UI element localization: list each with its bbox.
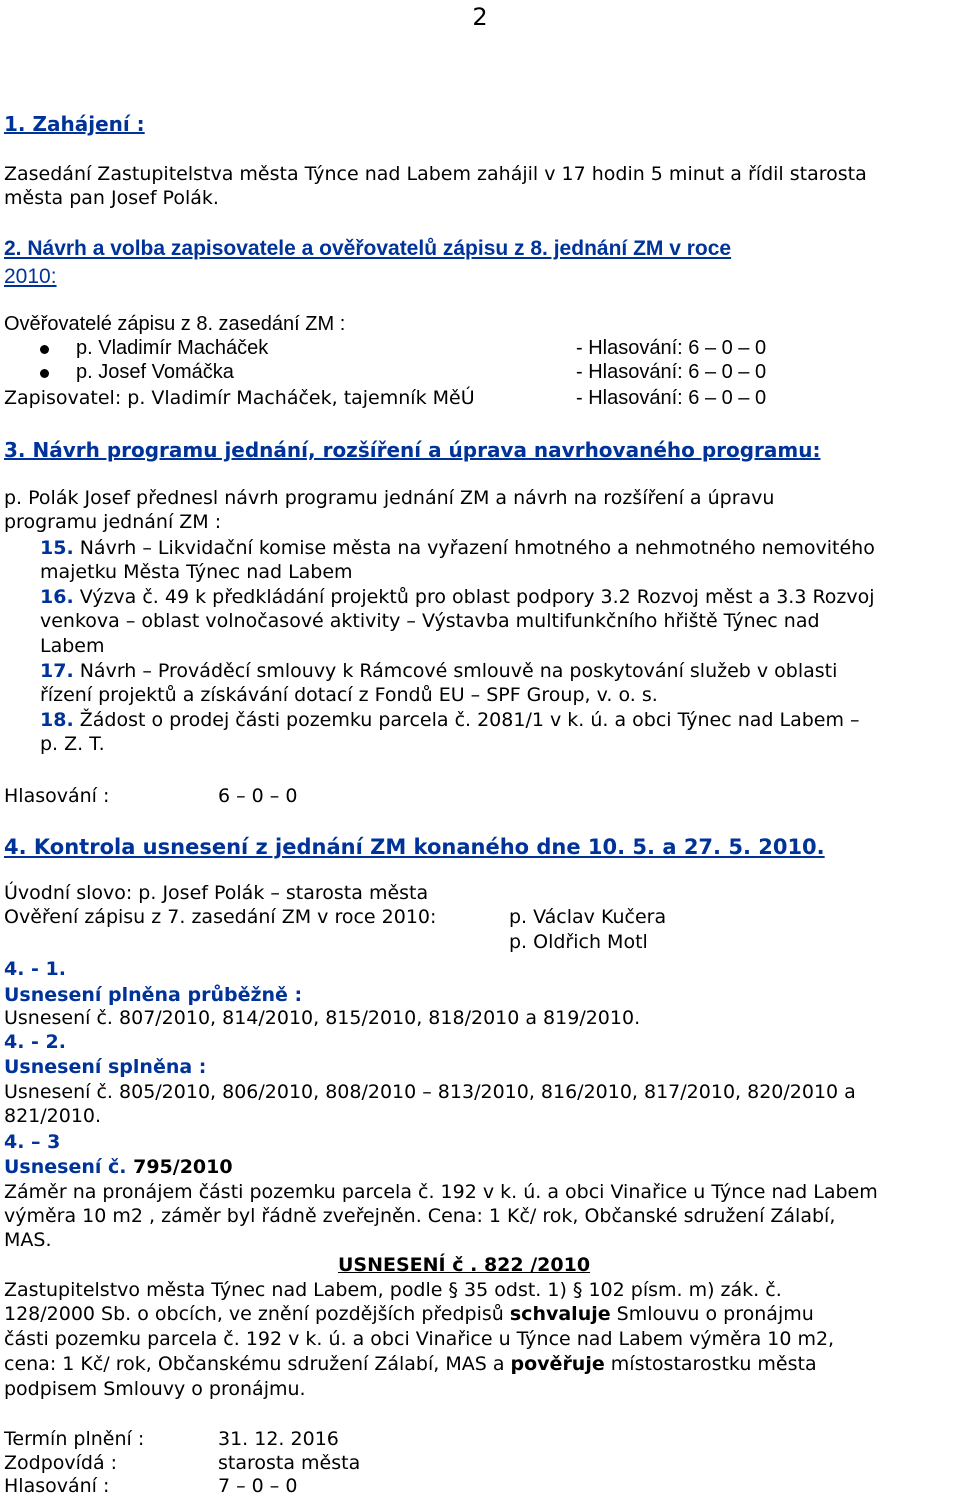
program-point-15-cont: majetku Města Týnec nad Labem: [40, 561, 353, 583]
section-2-year: 2010:: [4, 265, 57, 288]
point-text: Žádost o prodej části pozemku parcela č. 2081/1 v k. ú. a obci Týnec nad Labem –: [79, 709, 860, 731]
subsection-4-1-title: Usnesení plněna průběžně :: [4, 984, 303, 1006]
section-2-title: [4, 237, 731, 261]
resolution-label: Usnesení č.: [4, 1156, 127, 1178]
term-value: 31. 12. 2016: [218, 1428, 339, 1450]
verifier-vote-2: - Hlasování: 6 – 0 – 0: [576, 361, 767, 383]
recorder-vote: - Hlasování: 6 – 0 – 0: [576, 387, 767, 409]
point-number: 17.: [40, 660, 74, 682]
point-text: Návrh – Likvidační komise města na vyřazení hmotného a nehmotného nemovitého: [79, 537, 875, 559]
resolution-title: USNESENÍ č . 822 /2010: [338, 1254, 591, 1276]
resolution-line4: [4, 1352, 817, 1376]
section-4-intro: Úvodní slovo: p. Josef Polák – starosta města: [4, 882, 429, 904]
verifier-name-1: p. Vladimír Macháček: [76, 337, 269, 359]
section-4-verifier-2: p. Oldřich Motl: [509, 931, 648, 953]
program-vote-value: 6 – 0 – 0: [218, 785, 298, 807]
section-2-title-line1: 2. Návrh a volba zapisovatele a ověřovatelů zápisu z 8. jednání ZM v roce: [4, 237, 732, 260]
section-1-paragraph-line1: [4, 162, 956, 186]
section-3-paragraph-line1: p. Polák Josef přednesl návrh programu jednání ZM a návrh na rozšíření a úpravu: [4, 487, 775, 509]
subsection-4-2-text-line2: 821/2010.: [4, 1105, 102, 1127]
section-3-paragraph-line2: programu jednání ZM :: [4, 511, 222, 533]
responsible-value: starosta města: [218, 1452, 361, 1474]
point-number: 16.: [40, 586, 74, 608]
verifier-name-2: p. Josef Vomáčka: [76, 361, 234, 383]
section-1-paragraph-line2: města pan Josef Polák.: [4, 187, 219, 209]
subsection-4-2-number: 4. - 2.: [4, 1031, 66, 1053]
text: Zasedání Zastupitelstva města Týnce nad Labem zahájil v 17 hodin 5 minut a řídil starosta: [4, 163, 867, 185]
program-point-16: [40, 585, 875, 609]
program-point-16-cont1: venkova – oblast volnočasové aktivity – Výstavba multifunkčního hřiště Týnec nad: [40, 610, 820, 632]
page-number: 2: [472, 3, 488, 31]
program-point-17-cont: řízení projektů a získávání dotací z Fondů EU – SPF Group, v. o. s.: [40, 684, 658, 706]
subsection-4-3-text-line2: výměra 10 m2 , záměr byl řádně zveřejněn. Cena: 1 Kč/ rok, Občanské sdružení Zálabí,: [4, 1205, 836, 1227]
program-point-15: [40, 536, 875, 560]
resolution-line3: části pozemku parcela č. 192 v k. ú. a obci Vinařice u Týnce nad Labem výměra 10 m2,: [4, 1328, 835, 1350]
resolution-line5: podpisem Smlouvy o pronájmu.: [4, 1378, 306, 1400]
resolution-text: místostarostku města: [610, 1353, 817, 1375]
section-1-title: 1. Zahájení :: [4, 112, 145, 136]
subsection-4-3-title: [4, 1155, 233, 1179]
resolution-text: Smlouvu o pronájmu: [616, 1303, 814, 1325]
section-4-verifier-1: p. Václav Kučera: [509, 906, 667, 928]
section-4-title: 4. Kontrola usnesení z jednání ZM konaného dne 10. 5. a 27. 5. 2010.: [4, 835, 825, 859]
subsection-4-3-number: 4. – 3: [4, 1131, 61, 1153]
resolution-verb-approves: schvaluje: [509, 1303, 611, 1325]
point-text: Návrh – Prováděcí smlouvy k Rámcové smlouvě na poskytování služeb v oblasti: [79, 660, 838, 682]
subsection-4-2-text-line1: Usnesení č. 805/2010, 806/2010, 808/2010 – 813/2010, 816/2010, 817/2010, 820/2010 a: [4, 1081, 856, 1103]
subsection-4-1-number: 4. - 1.: [4, 958, 66, 980]
point-number: 15.: [40, 537, 74, 559]
section-3-title: 3. Návrh programu jednání, rozšíření a úprava navrhovaného programu:: [4, 438, 821, 462]
verifier-vote-1: - Hlasování: 6 – 0 – 0: [576, 337, 767, 359]
subsection-4-3-text-line3: MAS.: [4, 1229, 52, 1251]
point-number: 18.: [40, 709, 74, 731]
term-label: Termín plnění :: [4, 1428, 145, 1450]
subsection-4-2-title: Usnesení splněna :: [4, 1056, 207, 1078]
resolution-vote-label: Hlasování :: [4, 1475, 110, 1497]
section-2-title-line2: [4, 265, 57, 289]
responsible-label: Zodpovídá :: [4, 1452, 118, 1474]
resolution-number: 795/2010: [133, 1156, 233, 1178]
resolution-verb-authorizes: pověřuje: [510, 1353, 605, 1375]
resolution-text: 128/2000 Sb. o obcích, ve znění pozdějších předpisů: [4, 1303, 504, 1325]
program-point-17: [40, 659, 837, 683]
resolution-line1: Zastupitelstvo města Týnec nad Labem, podle § 35 odst. 1) § 102 písm. m) zák. č.: [4, 1279, 782, 1301]
resolution-text: cena: 1 Kč/ rok, Občanskému sdružení Zálabí, MAS a: [4, 1353, 505, 1375]
subsection-4-1-text: Usnesení č. 807/2010, 814/2010, 815/2010, 818/2010 a 819/2010.: [4, 1007, 641, 1029]
verifiers-intro: Ověřovatelé zápisu z 8. zasedání ZM :: [4, 313, 346, 335]
section-4-verify-label: Ověření zápisu z 7. zasedání ZM v roce 2010:: [4, 906, 437, 928]
bullet-icon: [40, 345, 49, 354]
resolution-line2: [4, 1302, 814, 1326]
subsection-4-3-text-line1: Záměr na pronájem části pozemku parcela č. 192 v k. ú. a obci Vinařice u Týnce nad Labem: [4, 1181, 878, 1203]
program-point-16-cont2: Labem: [40, 635, 105, 657]
program-point-18: [40, 708, 860, 732]
point-text: Výzva č. 49 k předkládání projektů pro oblast podpory 3.2 Rozvoj měst a 3.3 Rozvoj: [79, 586, 875, 608]
recorder-line: Zapisovatel: p. Vladimír Macháček, tajemník MěÚ: [4, 387, 475, 409]
program-point-18-cont: p. Z. T.: [40, 733, 105, 755]
bullet-icon: [40, 369, 49, 378]
program-vote-label: Hlasování :: [4, 785, 110, 807]
resolution-vote-value: 7 – 0 – 0: [218, 1475, 298, 1497]
